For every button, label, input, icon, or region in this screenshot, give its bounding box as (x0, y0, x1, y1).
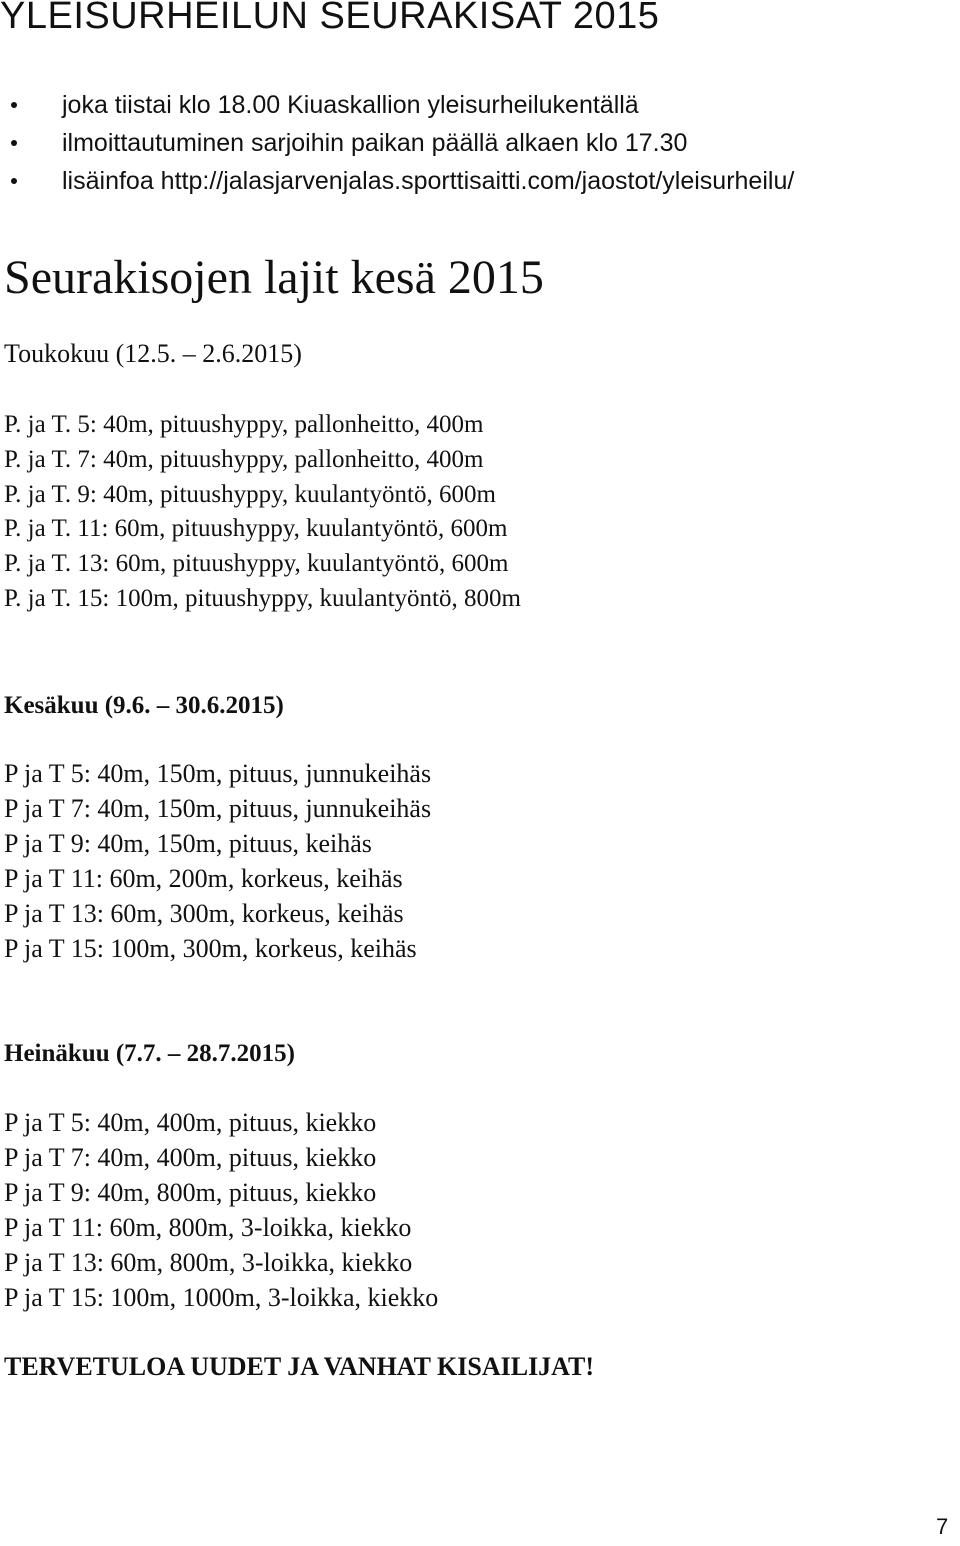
info-text: ilmoittautuminen sarjoihin paikan päällä alkaen klo 17.30 (62, 129, 688, 157)
event-item: P ja T 7: 40m, 400m, pituus, kiekko (4, 1143, 377, 1172)
page-number: 7 (936, 1514, 949, 1539)
info-list (0, 86, 940, 200)
info-text: lisäinfoa http://jalasjarvenjalas.sporttisaitti.com/jaostot/yleisurheilu/ (62, 167, 795, 195)
closing-message: TERVETULOA UUDET JA VANHAT KISAILIJAT! (4, 1352, 595, 1381)
event-list-june (4, 756, 431, 966)
event-item: P. ja T. 7: 40m, pituushyppy, pallonheitto, 400m (4, 445, 484, 473)
info-item (0, 162, 940, 200)
info-item (0, 124, 940, 162)
event-item: P. ja T. 5: 40m, pituushyppy, pallonheitto, 400m (4, 411, 484, 438)
event-item: P ja T 11: 60m, 800m, 3-loikka, kiekko (4, 1213, 412, 1242)
event-item: P ja T 9: 40m, 150m, pituus, keihäs (4, 829, 372, 858)
month-heading-july: Heinäkuu (7.7. – 28.7.2015) (4, 1040, 296, 1067)
info-item (0, 86, 940, 124)
bullet-icon (11, 140, 17, 146)
event-item: P ja T 5: 40m, 400m, pituus, kiekko (4, 1108, 377, 1137)
event-item: P ja T 13: 60m, 300m, korkeus, keihäs (4, 899, 404, 928)
page-header: YLEISURHEILUN SEURAKISAT 2015 (0, 0, 660, 37)
month-heading-may: Toukokuu (12.5. – 2.6.2015) (4, 339, 302, 368)
event-item: P ja T 13: 60m, 800m, 3-loikka, kiekko (4, 1248, 413, 1277)
event-item: P ja T 15: 100m, 300m, korkeus, keihäs (4, 934, 417, 963)
event-item: P ja T 15: 100m, 1000m, 3-loikka, kiekko (4, 1283, 439, 1312)
section-title: Seurakisojen lajit kesä 2015 (4, 251, 544, 304)
event-item: P. ja T. 9: 40m, pituushyppy, kuulantyöntö, 600m (4, 480, 496, 508)
info-text: joka tiistai klo 18.00 Kiuaskallion yleisurheilukentällä (62, 91, 639, 119)
event-item: P ja T 11: 60m, 200m, korkeus, keihäs (4, 864, 403, 893)
event-item: P. ja T. 15: 100m, pituushyppy, kuulantyöntö, 800m (4, 584, 521, 612)
event-item: P. ja T. 11: 60m, pituushyppy, kuulantyöntö, 600m (4, 515, 508, 543)
bullet-icon (11, 178, 17, 184)
month-heading-june: Kesäkuu (9.6. – 30.6.2015) (4, 692, 284, 719)
bullet-icon (11, 102, 17, 108)
event-list-july (4, 1105, 438, 1315)
event-item: P ja T 9: 40m, 800m, pituus, kiekko (4, 1178, 377, 1207)
event-item: P ja T 5: 40m, 150m, pituus, junnukeihäs (4, 759, 432, 788)
event-item: P ja T 7: 40m, 150m, pituus, junnukeihäs (4, 794, 432, 823)
event-item: P. ja T. 13: 60m, pituushyppy, kuulantyöntö, 600m (4, 550, 509, 578)
event-list-may (4, 408, 521, 617)
